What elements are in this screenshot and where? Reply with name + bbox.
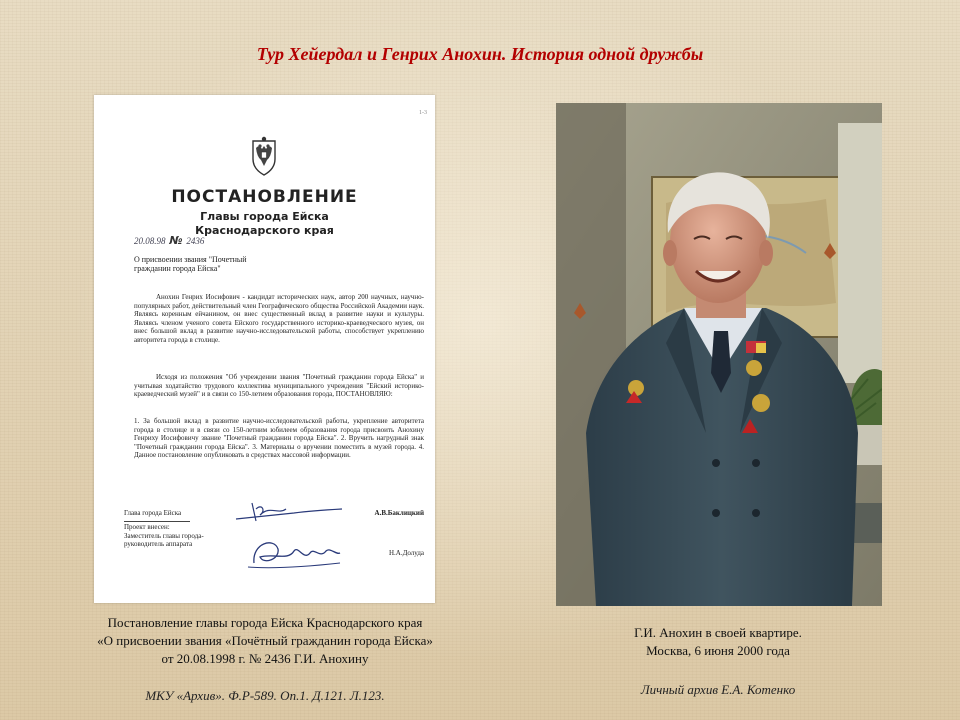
photo-caption	[560, 624, 876, 660]
document-heading: ПОСТАНОВЛЕНИЕ	[171, 187, 358, 207]
document-subheading-1: Главы города Ейска	[200, 210, 329, 223]
document-body-paragraph-2: Исходя из положения "Об учреждении звания "Почетный гражданин города Ейска" и учитывая ходатайство трудового коллектива муниципального учреждения "Ейский историко-краеведческий музей" и в связи со 150-летием образования города, ПОСТАНОВЛЯЮ:	[134, 373, 424, 399]
document-scan	[94, 95, 435, 603]
signer-title: Глава города Ейска	[124, 509, 182, 517]
project-label: Проект внесен:	[124, 523, 170, 531]
signature-mark	[234, 497, 344, 525]
photo-caption-line-1: Г.И. Анохин в своей квартире.	[634, 625, 802, 640]
document-source: МКУ «Архив». Ф.Р-589. Оп.1. Д.121. Л.123.	[145, 688, 385, 703]
deputy-title-2: руководитель аппарата	[124, 540, 193, 549]
document-caption-line-3: от 20.08.1998 г. № 2436 Г.И. Анохину	[161, 651, 369, 666]
deputy-name: Н.А.Долуда	[388, 549, 424, 557]
document-body-paragraph-3: 1. За большой вклад в развитие научно-исследовательской работы, укрепление авторитета города в столице и в связи со 150-летним юбилеем образования города присвоить Анохину Генриху Иосифовичу звание "Почетный гражданин города Ейска". 2. Вручить нагрудный знак "Почетный гражданин города Ейска". 3. Материалы о вручении поместить в музей города. 4. Данное постановление опубликовать в средствах массовой информации.	[134, 417, 424, 460]
portrait-photo-illustration	[556, 103, 882, 606]
signature-mark	[244, 533, 344, 573]
photo-caption-line-2: Москва, 6 июня 2000 года	[646, 643, 790, 658]
portrait-photo	[556, 103, 882, 606]
document-caption-line-2: «О присвоении звания «Почётный гражданин города Ейска»	[97, 633, 433, 648]
signer-name: А.В.Баклицкий	[374, 509, 424, 517]
reg-date-handwritten: 20.08.98	[134, 236, 166, 246]
slide-title: Тур Хейердал и Генрих Анохин. История одной дружбы	[256, 44, 704, 64]
corner-mark: 1-3	[419, 110, 427, 116]
photo-source: Личный архив Е.А. Котенко	[640, 682, 796, 697]
document-caption-line-1: Постановление главы города Ейска Краснодарского края	[107, 615, 423, 630]
deputy-title-1: Заместитель главы города-	[124, 531, 204, 540]
reg-number-handwritten: 2436	[186, 236, 205, 246]
document-body-paragraph-1: Анохин Генрих Иосифович - кандидат исторических наук, автор 200 научных, научно-популярных работ, действительный член Географического общества Российской Академии наук. Являясь коренным ейчанином, он внес существенный вклад в развитие науки и культуры. Являясь членом ученого совета Ейского государственного историко-краеведческого музея, он внес большой вклад в развитие научно-исследовательской работы, способствует укреплению авторитета города в столице.	[134, 293, 424, 344]
divider	[124, 521, 190, 522]
document-subject: О присвоении звания "Почетный гражданин города Ейска"	[134, 255, 247, 273]
registration-number	[134, 234, 204, 247]
coat-of-arms-icon	[245, 135, 283, 177]
reg-number-prefix: №	[169, 234, 183, 247]
document-caption	[30, 614, 500, 668]
document-subheading-2: Краснодарского края	[195, 224, 334, 237]
